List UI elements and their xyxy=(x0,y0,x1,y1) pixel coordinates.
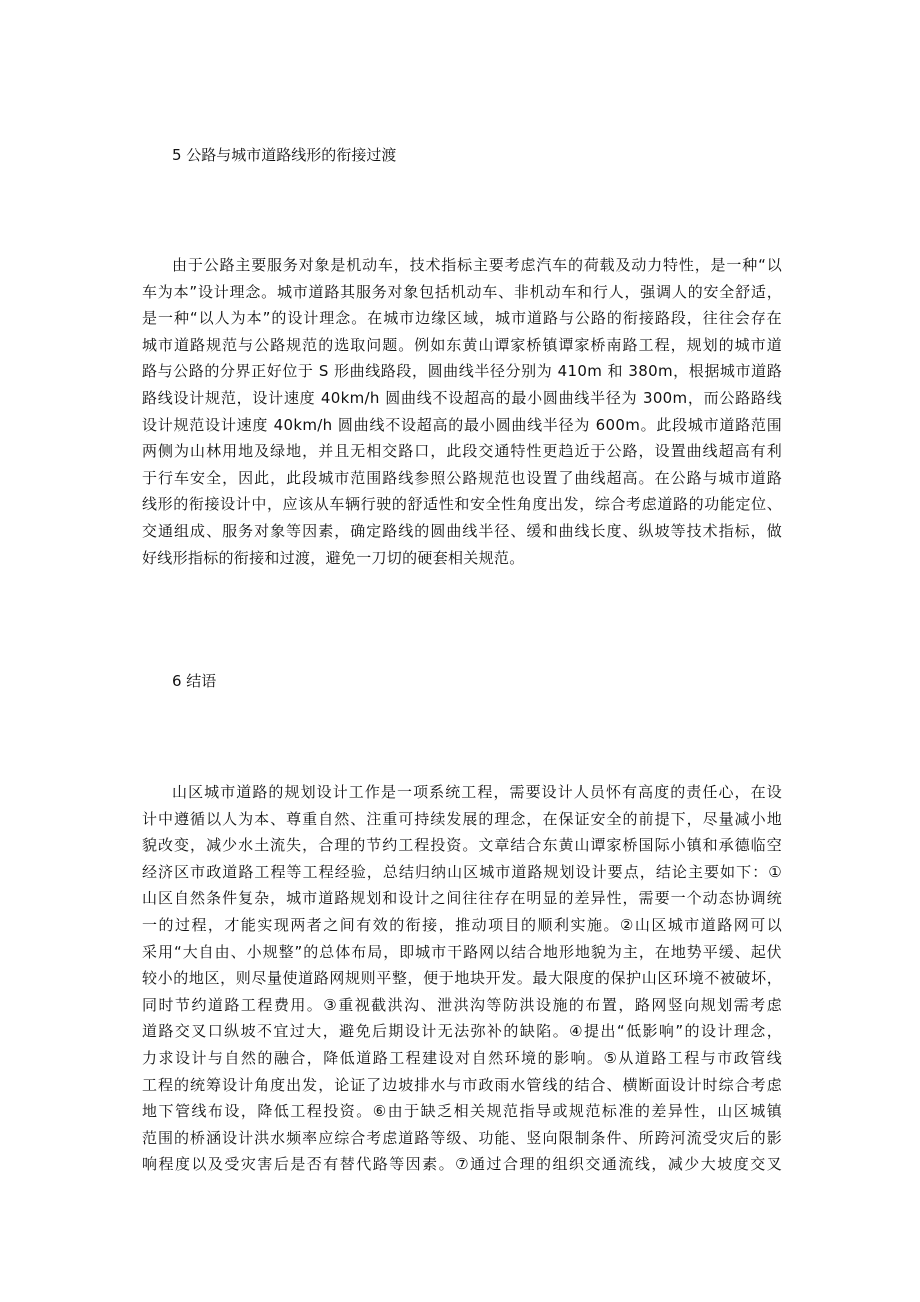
section-6-paragraph xyxy=(142,779,782,1178)
paragraph-line: 是一种“以人为本”的设计理念。在城市边缘区域，城市道路与公路的衔接路段，往往会存在 xyxy=(142,309,782,328)
paragraph-line: 山区自然条件复杂，城市道路规划和设计之间往往存在明显的差异性，需要一个动态协调统 xyxy=(142,889,782,908)
paragraph-line: 山区城市道路的规划设计工作是一项系统工程，需要设计人员怀有高度的责任心，在设 xyxy=(172,783,782,801)
paragraph-line: 于行车安全，因此，此段城市范围路线参照公路规范也设置了曲线超高。在公路与城市道路 xyxy=(142,468,782,487)
paragraph-line: 经济区市政道路工程等工程经验，总结归纳山区城市道路规划设计要点，结论主要如下：① xyxy=(142,862,782,881)
paragraph-line: 地下管线布设，降低工程投资。⑥由于缺乏相关规范指导或规范标准的差异性，山区城镇 xyxy=(142,1102,782,1121)
paragraph-line: 工程的统筹设计角度出发，论证了边坡排水与市政雨水管线的结合、横断面设计时综合考虑 xyxy=(142,1075,782,1094)
paragraph-line: 由于公路主要服务对象是机动车，技术指标主要考虑汽车的荷载及动力特性，是一种“以 xyxy=(172,256,782,274)
section-5-heading: 5 公路与城市道路线形的衔接过渡 xyxy=(172,146,397,164)
paragraph-line: 同时节约道路工程费用。③重视截洪沟、泄洪沟等防洪设施的布置，路网竖向规划需考虑 xyxy=(142,995,782,1014)
paragraph-line: 城市道路规范与公路规范的选取问题。例如东黄山谭家桥镇谭家桥南路工程，规划的城市道 xyxy=(142,335,782,354)
section-5-paragraph xyxy=(142,252,782,571)
paragraph-line: 路线设计规范，设计速度 40km/h 圆曲线不设超高的最小圆曲线半径为 300m，而公路路线 xyxy=(142,388,782,407)
paragraph-line: 较小的地区，则尽量使道路网规则平整，便于地块开发。最大限度的保护山区环境不被破坏， xyxy=(142,969,782,988)
paragraph-line: 交通组成、服务对象等因素，确定路线的圆曲线半径、缓和曲线长度、纵坡等技术指标，做 xyxy=(142,521,782,540)
paragraph-line: 线形的衔接设计中，应该从车辆行驶的舒适性和安全性角度出发，综合考虑道路的功能定位、 xyxy=(142,495,782,514)
paragraph-line: 范围的桥涵设计洪水频率应综合考虑道路等级、功能、竖向限制条件、所跨河流受灾后的影 xyxy=(142,1128,782,1147)
paragraph-line: 貌改变，减少水土流失，合理的节约工程投资。文章结合东黄山谭家桥国际小镇和承德临空 xyxy=(142,836,782,855)
paragraph-line: 采用“大自由、小规整”的总体布局，即城市干路网以结合地形地貌为主，在地势平缓、起伏 xyxy=(142,942,782,961)
paragraph-line: 设计规范设计速度 40km/h 圆曲线不设超高的最小圆曲线半径为 600m。此段城市道路范围 xyxy=(142,415,782,434)
paragraph-line: 响程度以及受灾害后是否有替代路等因素。⑦通过合理的组织交通流线，减少大坡度交叉 xyxy=(142,1155,782,1174)
paragraph-line: 一的过程，才能实现两者之间有效的衔接，推动项目的顺利实施。②山区城市道路网可以 xyxy=(142,915,782,934)
section-6-heading: 6 结语 xyxy=(172,672,217,690)
paragraph-line: 好线形指标的衔接和过渡，避免一刀切的硬套相关规范。 xyxy=(142,548,525,567)
paragraph-line: 道路交叉口纵坡不宜过大，避免后期设计无法弥补的缺陷。④提出“低影响”的设计理念， xyxy=(142,1022,782,1041)
paragraph-line: 路与公路的分界正好位于 S 形曲线路段，圆曲线半径分别为 410m 和 380m，根据城市道路 xyxy=(142,362,782,381)
paragraph-line: 两侧为山林用地及绿地，并且无相交路口，此段交通特性更趋近于公路，设置曲线超高有利 xyxy=(142,442,782,461)
paragraph-line: 计中遵循以人为本、尊重自然、注重可持续发展的理念，在保证安全的前提下，尽量减小地 xyxy=(142,809,782,828)
paragraph-line: 力求设计与自然的融合，降低道路工程建设对自然环境的影响。⑤从道路工程与市政管线 xyxy=(142,1048,782,1067)
paragraph-line: 车为本”设计理念。城市道路其服务对象包括机动车、非机动车和行人，强调人的安全舒适， xyxy=(142,282,782,301)
